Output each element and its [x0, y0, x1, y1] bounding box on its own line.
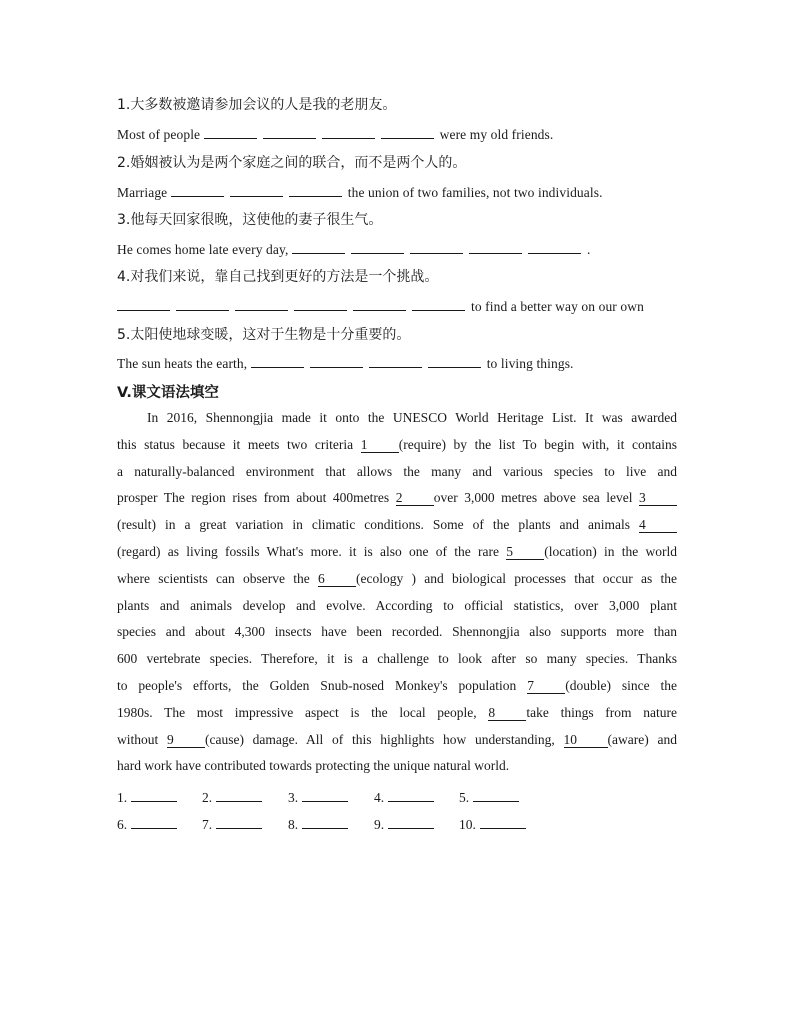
passage-text: where scientists can observe the: [117, 570, 318, 586]
passage-text: (aware) and: [607, 731, 677, 747]
passage-text: prosper The region rises from about 400metres: [117, 490, 396, 506]
sentence-start: Most of people: [117, 127, 204, 142]
answer-blank[interactable]: [176, 298, 229, 311]
passage-line: [117, 539, 677, 566]
answer-blank[interactable]: [171, 184, 224, 197]
blank-number-8[interactable]: 8: [488, 706, 526, 721]
answer-blank[interactable]: [310, 355, 363, 368]
sentence-start: The sun heats the earth,: [117, 356, 251, 371]
passage-line: [117, 673, 677, 700]
translation-prompt: 5.太阳使地球变暖，这对于生物是十分重要的。: [117, 327, 411, 343]
passage-text: (location) in the world: [544, 543, 677, 559]
answer-blank[interactable]: [369, 355, 422, 368]
blank-number-7[interactable]: 7: [527, 679, 565, 694]
passage-line: [117, 593, 677, 620]
passage-text: a naturally-balanced environment that allows the many and various species to live and: [117, 463, 677, 479]
answer-slot-6: [117, 816, 177, 833]
answer-label: 2.: [202, 790, 213, 805]
answer-label: 1.: [117, 790, 128, 805]
translation-prompt: 1.大多数被邀请参加会议的人是我的老朋友。: [117, 97, 397, 113]
blank-number-3[interactable]: 3: [639, 491, 677, 506]
answer-label: 7.: [202, 817, 213, 832]
passage-text: this status because it meets two criteria: [117, 436, 361, 452]
answer-blank[interactable]: [230, 184, 283, 197]
passage-line: [117, 485, 677, 512]
answer-blank[interactable]: [294, 298, 347, 311]
answer-label: 10.: [459, 817, 476, 832]
blank-number-2[interactable]: 2: [396, 491, 434, 506]
passage-line: [117, 727, 677, 754]
translation-sentence: [117, 355, 574, 372]
answer-blank[interactable]: [131, 789, 177, 802]
answer-slot-2: [202, 789, 262, 806]
passage-line: [117, 753, 677, 780]
blank-number-4[interactable]: 4: [639, 518, 677, 533]
answer-blank[interactable]: [216, 816, 262, 829]
passage-line: [117, 700, 677, 727]
grammar-fill-passage: [117, 405, 677, 780]
answer-slot-8: [288, 816, 348, 833]
answer-label: 3.: [288, 790, 299, 805]
answer-blank[interactable]: [353, 298, 406, 311]
answer-label: 6.: [117, 817, 128, 832]
translation-prompt: 3.他每天回家很晚，这使他的妻子很生气。: [117, 212, 383, 228]
translation-prompt: 4.对我们来说，靠自己找到更好的方法是一个挑战。: [117, 269, 439, 285]
translation-prompt: 2.婚姻被认为是两个家庭之间的联合，而不是两个人的。: [117, 155, 467, 171]
answer-slot-3: [288, 789, 348, 806]
answer-blank[interactable]: [235, 298, 288, 311]
answer-slot-4: [374, 789, 434, 806]
answer-blank[interactable]: [204, 126, 257, 139]
translation-sentence: [117, 184, 603, 201]
passage-line: [117, 512, 677, 539]
passage-text: (cause) damage. All of this highlights how understanding,: [204, 731, 564, 747]
translation-sentence: [117, 126, 553, 143]
answer-blank[interactable]: [292, 241, 345, 254]
answer-blank[interactable]: [388, 789, 434, 802]
passage-text: (result) in a great variation in climatic conditions. Some of the plants and animals: [117, 517, 639, 533]
answer-blank[interactable]: [410, 241, 463, 254]
passage-line: [117, 619, 677, 646]
answer-blank[interactable]: [381, 126, 434, 139]
passage-line: [117, 405, 677, 432]
passage-text: hard work have contributed towards protecting the unique natural world.: [117, 758, 510, 774]
passage-line: [117, 459, 677, 486]
sentence-end: .: [586, 242, 591, 257]
passage-text: without: [117, 731, 167, 747]
sentence-start: Marriage: [117, 185, 171, 200]
answer-blank[interactable]: [289, 184, 342, 197]
answer-label: 8.: [288, 817, 299, 832]
passage-line: [117, 646, 677, 673]
answer-blank[interactable]: [412, 298, 465, 311]
answer-blank[interactable]: [117, 298, 170, 311]
passage-text: 600 vertebrate species. Therefore, it is a challenge to look after so many species. Thanks: [117, 651, 677, 667]
answer-label: 9.: [374, 817, 385, 832]
answer-blank[interactable]: [528, 241, 581, 254]
blank-number-6[interactable]: 6: [318, 572, 356, 587]
blank-number-1[interactable]: 1: [361, 438, 399, 453]
translation-sentence: [117, 298, 644, 315]
answer-slot-10: [459, 816, 526, 833]
answer-blank[interactable]: [302, 816, 348, 829]
passage-text: plants and animals develop and evolve. According to official statistics, over 3,000 plant: [117, 597, 677, 613]
answer-blank[interactable]: [473, 789, 519, 802]
passage-text: (require) by the list To begin with, it contains: [398, 436, 677, 452]
passage-text: to people's efforts, the Golden Snub-nosed Monkey's population: [117, 677, 528, 693]
passage-text: over 3,000 metres above sea level: [433, 490, 640, 506]
answer-blank[interactable]: [216, 789, 262, 802]
passage-text: (regard) as living fossils What's more. it is also one of the rare: [117, 543, 507, 559]
sentence-end: to find a better way on our own: [471, 299, 644, 314]
passage-text: take things from nature: [526, 704, 677, 720]
answer-blank[interactable]: [428, 355, 481, 368]
answer-label: 4.: [374, 790, 385, 805]
answer-blank[interactable]: [251, 355, 304, 368]
answer-slot-5: [459, 789, 519, 806]
passage-text: species and about 4,300 insects have been recorded. Shennongjia also supports more than: [117, 624, 677, 640]
blank-number-9[interactable]: 9: [167, 733, 205, 748]
answer-slot-9: [374, 816, 434, 833]
answer-blank[interactable]: [480, 816, 526, 829]
passage-text: (double) since the: [565, 677, 677, 693]
passage-line: [117, 566, 677, 593]
answer-slot-7: [202, 816, 262, 833]
answer-blank[interactable]: [351, 241, 404, 254]
translation-sentence: [117, 241, 590, 258]
passage-text: In 2016, Shennongjia made it onto the UNESCO World Heritage List. It was awarded: [147, 410, 677, 425]
answer-blank[interactable]: [131, 816, 177, 829]
answer-blank[interactable]: [263, 126, 316, 139]
answer-label: 5.: [459, 790, 470, 805]
answer-slot-1: [117, 789, 177, 806]
blank-number-10[interactable]: 10: [564, 733, 608, 748]
blank-number-5[interactable]: 5: [506, 545, 544, 560]
answer-blank[interactable]: [322, 126, 375, 139]
sentence-end: to living things.: [486, 356, 574, 371]
answer-blank[interactable]: [469, 241, 522, 254]
passage-text: (ecology ) and biological processes that occur as the: [356, 570, 677, 586]
passage-line: [117, 432, 677, 459]
answer-blank[interactable]: [388, 816, 434, 829]
sentence-end: the union of two families, not two individuals.: [347, 185, 603, 200]
sentence-end: were my old friends.: [439, 127, 554, 142]
answer-blank[interactable]: [302, 789, 348, 802]
sentence-start: He comes home late every day,: [117, 242, 292, 257]
section-title: V.课文语法填空: [117, 385, 219, 401]
passage-text: 1980s. The most impressive aspect is the local people,: [117, 704, 489, 720]
